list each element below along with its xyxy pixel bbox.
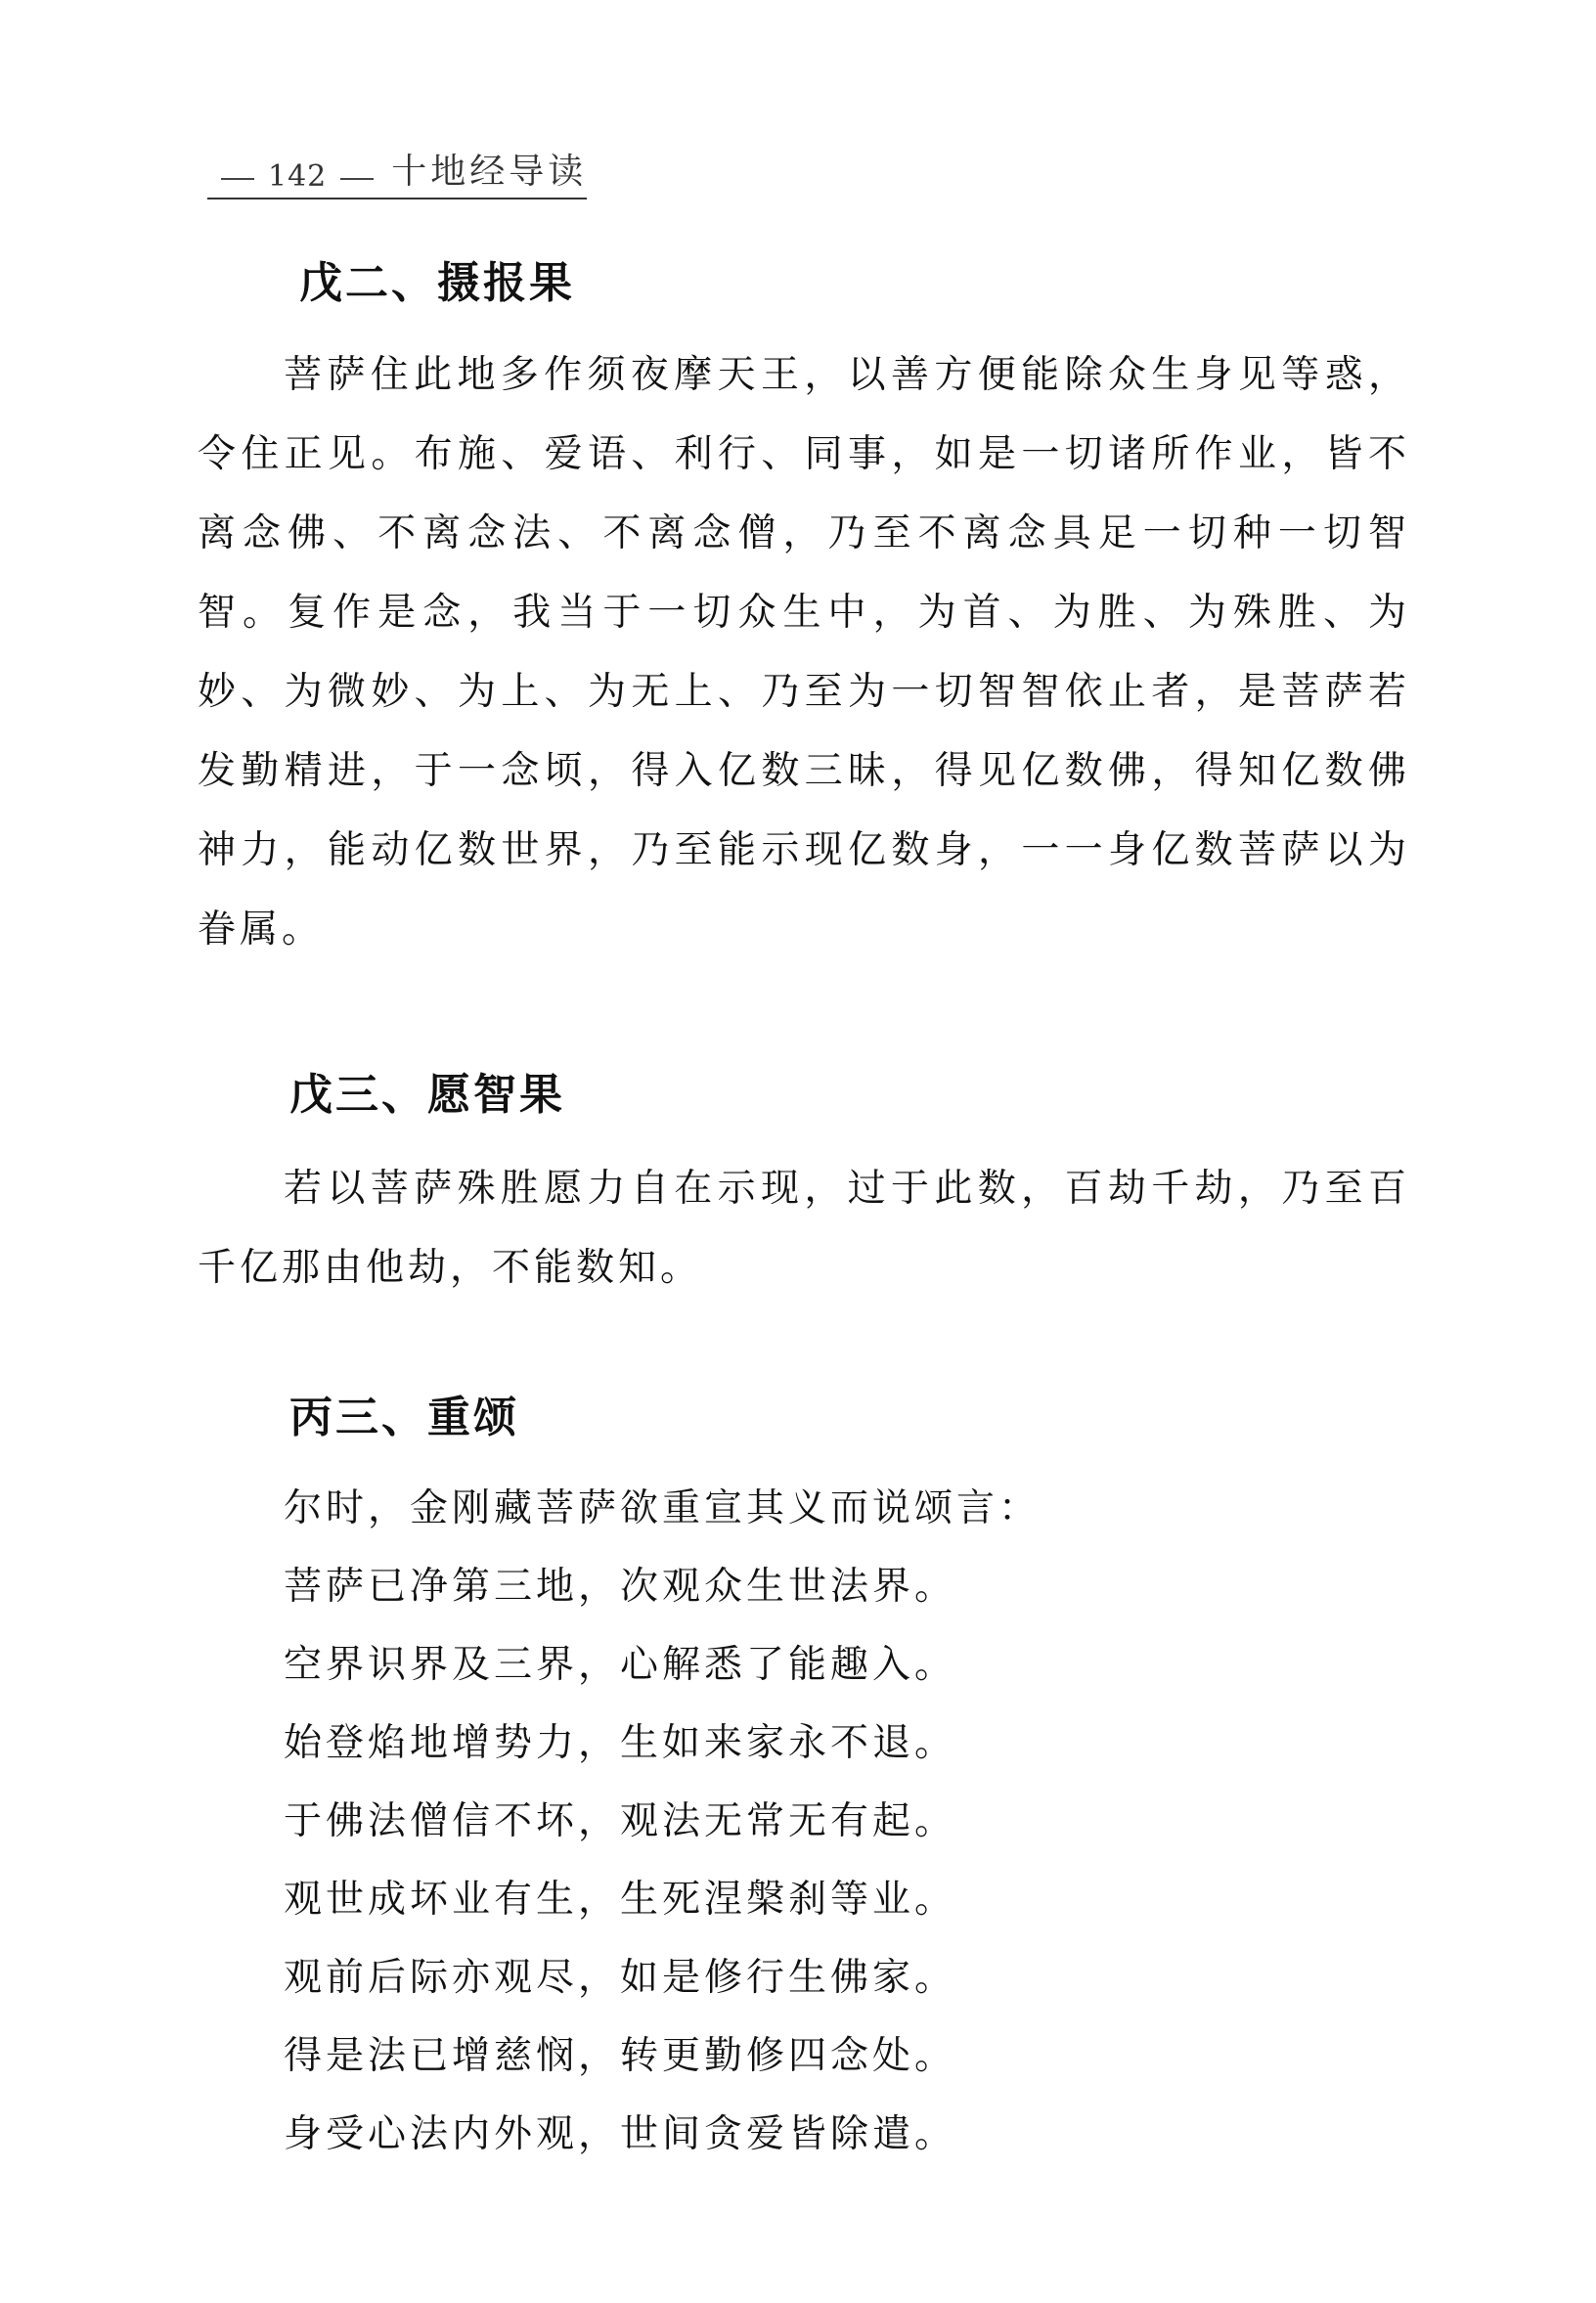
- page-number: 142: [268, 159, 328, 194]
- header-rule: [207, 198, 587, 199]
- verse-line: 得是法已增慈悯，转更勤修四念处。: [284, 2034, 957, 2078]
- header-dash-left: [221, 178, 254, 180]
- verse-line: 观前后际亦观尽，如是修行生佛家。: [284, 1956, 957, 2000]
- book-title: 十地经导读: [391, 152, 588, 192]
- verse-line: 始登焰地增势力，生如来家永不退。: [284, 1721, 957, 1765]
- verse-line: 空界识界及三界，心解悉了能趣入。: [284, 1643, 957, 1687]
- verse-line: 于佛法僧信不坏，观法无常无有起。: [284, 1799, 957, 1843]
- header-dash-right: [340, 178, 374, 180]
- verse-line: 身受心法内外观，世间贪爱皆除遣。: [284, 2112, 957, 2156]
- section-paragraph-1: 菩萨住此地多作须夜摩天王，以善方便能除众生身见等惑，令住正见。布施、爱语、利行、同事，如是一切诸所作业，皆不离念佛、不离念法、不离念僧，乃至不离念具足一切种一切智智。复作是念，我当于一切众生中，为首、为胜、为殊胜、为妙、为微妙、为上、为无上、乃至为一切智智依止者，是菩萨若发勤精进，于一念顷，得入亿数三昧，得见亿数佛，得知亿数佛神力，能动亿数世界，乃至能示现亿数身，一一身亿数菩萨以为眷属。: [198, 353, 1410, 952]
- running-header: [207, 145, 587, 194]
- verse-line: 菩萨已净第三地，次观众生世法界。: [284, 1565, 957, 1609]
- verse-intro: 尔时，金刚藏菩萨欲重宣其义而说颂言：: [284, 1486, 1042, 1530]
- section-heading-3: 丙三、重颂: [289, 1393, 519, 1442]
- verse-line: 观世成坏业有生，生死涅槃刹等业。: [284, 1878, 957, 1922]
- section-heading-2: 戊三、愿智果: [289, 1070, 565, 1120]
- section-heading-1: 戊二、摄报果: [299, 258, 575, 308]
- section-paragraph-2: 若以菩萨殊胜愿力自在示现，过于此数，百劫千劫，乃至百千亿那由他劫，不能数知。: [198, 1167, 1410, 1290]
